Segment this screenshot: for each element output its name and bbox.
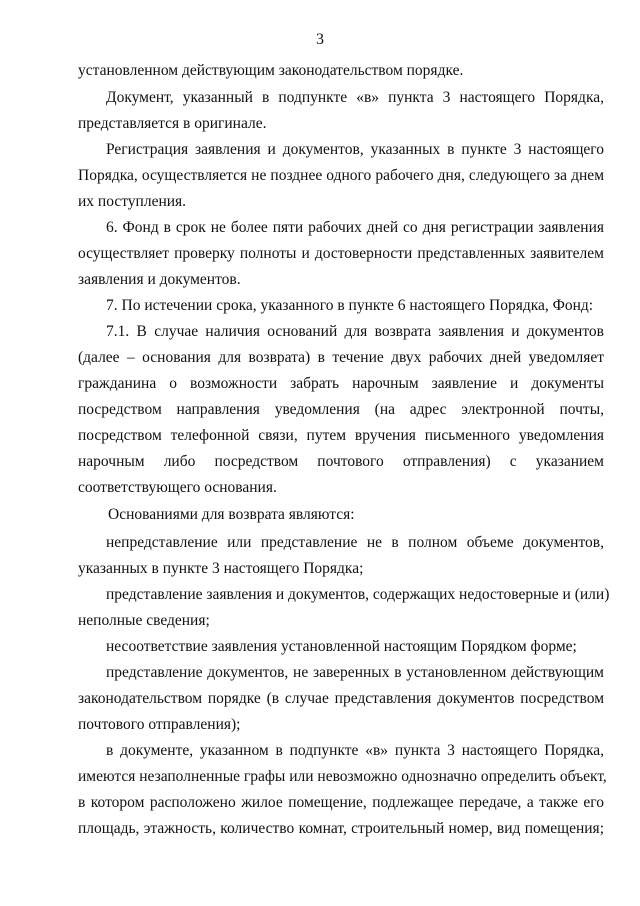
text-line: соответствующего основания. bbox=[78, 479, 277, 496]
text-line: 7.1. В случае наличия оснований для возврата заявления и документов bbox=[106, 323, 604, 340]
text-line: осуществляет проверку полноты и достоверности представленных заявителем bbox=[78, 245, 604, 262]
text-line: почтового отправления); bbox=[78, 716, 241, 733]
text-line: законодательством порядке (в случае представления документов посредством bbox=[78, 690, 604, 707]
text-line: 6. Фонд в срок не более пяти рабочих дней со дня регистрации заявления bbox=[106, 219, 604, 236]
text-line: неполные сведения; bbox=[78, 612, 210, 629]
text-line: посредством направления уведомления (на адрес электронной почты, bbox=[78, 401, 604, 418]
text-line: Документ, указанный в подпункте «в» пункта 3 настоящего Порядка, bbox=[106, 89, 604, 106]
text-line: представление заявления и документов, содержащих недостоверные и (или) bbox=[106, 586, 610, 603]
text-line: Порядка, осуществляется не позднее одного рабочего дня, следующего за днем bbox=[78, 167, 604, 184]
text-line: непредставление или представление не в полном объеме документов, bbox=[106, 534, 604, 551]
text-line: установленном действующим законодательством порядке. bbox=[78, 62, 464, 79]
text-line: гражданина о возможности забрать нарочным заявление и документы bbox=[78, 375, 604, 392]
text-line: Регистрация заявления и документов, указанных в пункте 3 настоящего bbox=[106, 141, 604, 158]
text-line: нарочным либо посредством почтового отправления) с указанием bbox=[78, 453, 604, 470]
text-line: представление документов, не заверенных в установленном действующим bbox=[106, 664, 604, 681]
text-line: представляется в оригинале. bbox=[78, 115, 267, 132]
page-number: 3 bbox=[316, 31, 324, 48]
text-line: в документе, указанном в подпункте «в» пункта 3 настоящего Порядка, bbox=[106, 742, 604, 759]
text-line: указанных в пункте 3 настоящего Порядка; bbox=[78, 560, 364, 577]
text-line: несоответствие заявления установленной настоящим Порядком форме; bbox=[106, 638, 577, 655]
text-line: заявления и документов. bbox=[78, 271, 241, 288]
text-line: (далее – основания для возврата) в течение двух рабочих дней уведомляет bbox=[78, 349, 604, 366]
text-line: 7. По истечении срока, указанного в пункте 6 настоящего Порядка, Фонд: bbox=[106, 297, 594, 314]
text-line: посредством телефонной связи, путем вручения письменного уведомления bbox=[78, 427, 604, 444]
text-line: имеются незаполненные графы или невозможно однозначно определить объект, bbox=[78, 768, 607, 785]
text-line: их поступления. bbox=[78, 193, 187, 210]
text-line: площадь, этажность, количество комнат, строительный номер, вид помещения; bbox=[78, 820, 604, 837]
text-line: Основаниями для возврата являются: bbox=[108, 506, 355, 523]
text-line: в котором расположено жилое помещение, подлежащее передаче, а также его bbox=[78, 794, 604, 811]
